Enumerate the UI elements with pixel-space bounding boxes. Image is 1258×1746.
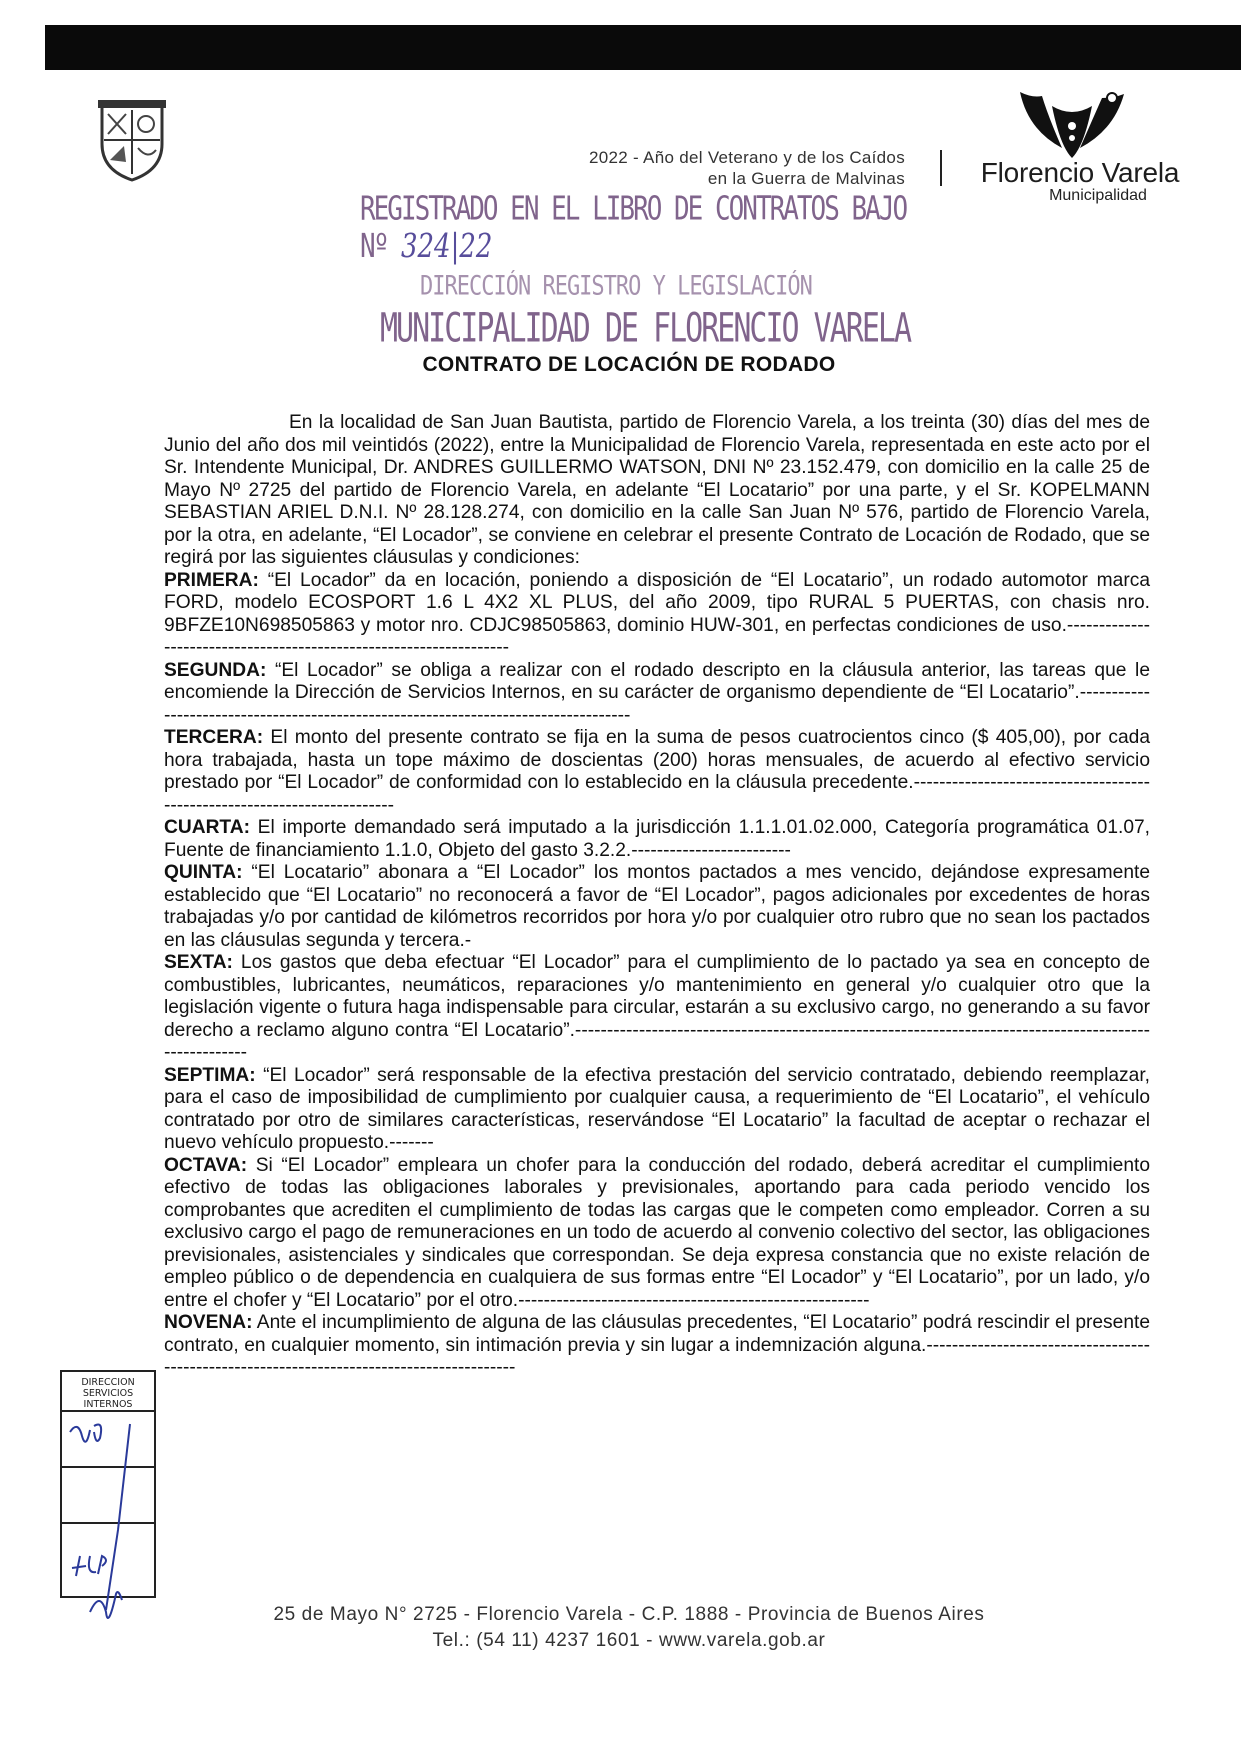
document-title: CONTRATO DE LOCACIÓN DE RODADO: [422, 353, 836, 376]
stamp-line2: DIRECCIÓN REGISTRO Y LEGISLACIÓN: [420, 271, 812, 302]
contract-body: [164, 412, 1150, 1380]
intro-paragraph: En la localidad de San Juan Bautista, partido de Florencio Varela, a los treinta (30) días del mes de Junio del año dos mil veintidós (2022), entre la Municipalidad de Florencio Varela, representada en este acto por el Sr. Intendente Municipal, Dr. ANDRES GUILLERMO WATSON, DNI Nº 23.152.479, con domicilio en la calle 25 de Mayo Nº 2725 del partido de Florencio Varela, en adelante “El Locatario” por una parte, y el Sr. KOPELMANN SEBASTIAN ARIEL D.N.I. Nº 28.128.274, con domicilio en la calle San Juan Nº 576, partido de Florencio Varela, por la otra, en adelante, “El Locador”, se conviene en celebrar el presente Contrato de Locación de Rodado, que se regirá por las siguientes cláusulas y condiciones:: [164, 412, 1150, 568]
year-motto: [589, 147, 905, 189]
clause-text: Si “El Locador” empleara un chofer para la conducción del rodado, deberá acreditar el cumplimiento efectivo de todas las obligaciones laborales y previsionales, aportando para cada periodo vencido los comprobantes que acrediten el cumplimiento de todas las cargas que le competen como empleador. Corren a su exclusivo cargo el pago de remuneraciones en un todo de acuerdo al convenio colectivo del sector, las obligaciones previsionales, asistenciales y sindicales que correspondan. Se deja expresa constancia que no existe relación de empleo público o de dependencia en cualquiera de sus formas entre “El Locador” y “El Locatario”, por un lado, y/o entre el chofer y “El Locatario” por el otro.-------------------------------------------------------: [164, 1154, 1150, 1311]
header-divider: [940, 150, 942, 186]
clause-label: QUINTA:: [164, 862, 243, 883]
clause-label: SEXTA:: [164, 952, 233, 973]
clause-text: “El Locador” será responsable de la efectiva prestación del servicio contratado, debiendo reemplazar, para el caso de imposibilidad de cumplimiento por cualquier causa, a requerimiento de “El Locatario”, el vehículo contratado por otro de similares características, reservándose “El Locatario” la facultad de aceptar o rechazar el nuevo vehículo propuesto.-------: [164, 1064, 1150, 1153]
clause-novena: [164, 1312, 1150, 1380]
clause-segunda: [164, 660, 1150, 728]
clause-text: “El Locatario” abonara a “El Locador” los montos pactados a mes vencido, dejándose expresamente establecido que “El Locatario” no reconocerá a favor de “El Locador”, pagos adicionales por excedentes de horas trabajadas y/o por cantidad de kilómetros recorridos por hora y/o por cualquier otro rubro que no sean los pactados en las cláusulas segunda y tercera.-: [164, 862, 1150, 951]
footer: [0, 1602, 1258, 1654]
stamp-registration-number: 324|22: [400, 228, 493, 266]
clause-label: TERCERA:: [164, 727, 264, 748]
stamp-line1: [360, 191, 920, 266]
registration-stamp: [360, 190, 920, 353]
year-motto-line2: en la Guerra de Malvinas: [707, 169, 905, 188]
clause-primera: [164, 570, 1150, 660]
initials-box-line1: DIRECCION: [81, 1377, 135, 1388]
florencio-varela-logo-icon: [1018, 86, 1126, 160]
municipal-crest-icon: [98, 100, 166, 182]
initials-box-line3: INTERNOS: [83, 1399, 133, 1410]
footer-address: 25 de Mayo N° 2725 - Florencio Varela - C.P. 1888 - Provincia de Buenos Aires: [273, 1604, 985, 1625]
scan-top-bar: [45, 25, 1241, 70]
initials-box-line2: SERVICIOS: [82, 1388, 134, 1399]
clause-label: CUARTA:: [164, 817, 250, 838]
brand-block: [970, 158, 1190, 204]
stamp-line3: MUNICIPALIDAD DE FLORENCIO VARELA: [380, 304, 911, 353]
clause-quinta: [164, 862, 1150, 952]
clause-label: SEPTIMA:: [164, 1064, 256, 1086]
clause-text: El importe demandado será imputado a la jurisdicción 1.1.1.01.02.000, Categoría programática 01.07, Fuente de financiamiento 1.1.0, Objeto del gasto 3.2.2.-------------------------: [164, 817, 1150, 861]
clause-septima: [164, 1065, 1150, 1155]
stamp-line1-text: REGISTRADO EN EL LIBRO DE CONTRATOS BAJO Nº: [360, 190, 907, 266]
clause-text: El monto del presente contrato se fija en la suma de pesos cuatrocientos cinco ($ 405,00), por cada hora trabajada, hasta un tope máximo de doscientas (200) horas mensuales, de acuerdo al efectivo servicio prestado por “El Locador” de conformidad con lo establecido en la cláusula precedente.-------------------------------------------------------------------------: [164, 727, 1150, 816]
clause-label: SEGUNDA:: [164, 659, 267, 681]
clause-tercera: [164, 727, 1150, 817]
clause-text: Ante el incumplimiento de alguna de las cláusulas precedentes, “El Locatario” podrá rescindir el presente contrato, en cualquier momento, sin intimación previa y sin lugar a indemnización alguna.------------------------------------------------------------------------------------------: [164, 1312, 1150, 1378]
clause-label: OCTAVA:: [164, 1154, 248, 1176]
handwritten-initials-signature: [60, 1380, 180, 1630]
clause-label: PRIMERA:: [164, 569, 259, 591]
clause-sexta: [164, 952, 1150, 1065]
year-motto-line1: 2022 - Año del Veterano y de los Caídos: [588, 148, 905, 167]
clause-text: Los gastos que deba efectuar “El Locador” para el cumplimiento de lo pactado ya sea en concepto de combustibles, lubricantes, neumáticos, reparaciones y/o mantenimiento en general y/o cualquier otro que la legislación vigente o futura haga indispensable para circular, estarán a su exclusivo cargo, no generando a su favor derecho a reclamo alguno contra “El Locatario”.-------------------------------------------------------------------------------------------------------: [164, 952, 1150, 1063]
clause-label: NOVENA:: [164, 1312, 253, 1333]
clause-text: “El Locador” se obliga a realizar con el rodado descripto en la cláusula anterior, las tareas que le encomiende la Dirección de Servicios Internos, en su carácter de organismo dependiente de “El Locatario”.------------------------------------------------------------------------------------: [164, 659, 1150, 726]
clause-octava: [164, 1155, 1150, 1313]
footer-contact: Tel.: (54 11) 4237 1601 - www.varela.gob.ar: [432, 1630, 826, 1651]
brand-name: Florencio Varela: [980, 157, 1180, 188]
clause-cuarta: [164, 817, 1150, 862]
brand-subtitle: Municipalidad: [1049, 187, 1147, 204]
clause-text: “El Locador” da en locación, poniendo a disposición de “El Locatario”, un rodado automotor marca FORD, modelo ECOSPORT 1.6 L 4X2 XL PLUS, del año 2009, tipo RURAL 5 PUERTAS, con chasis nro. 9BFZE10N698505863 y motor nro. CDJC98505863, dominio HUW-301, en perfectas condiciones de uso.-------------------------------------------------------------------: [164, 569, 1150, 658]
